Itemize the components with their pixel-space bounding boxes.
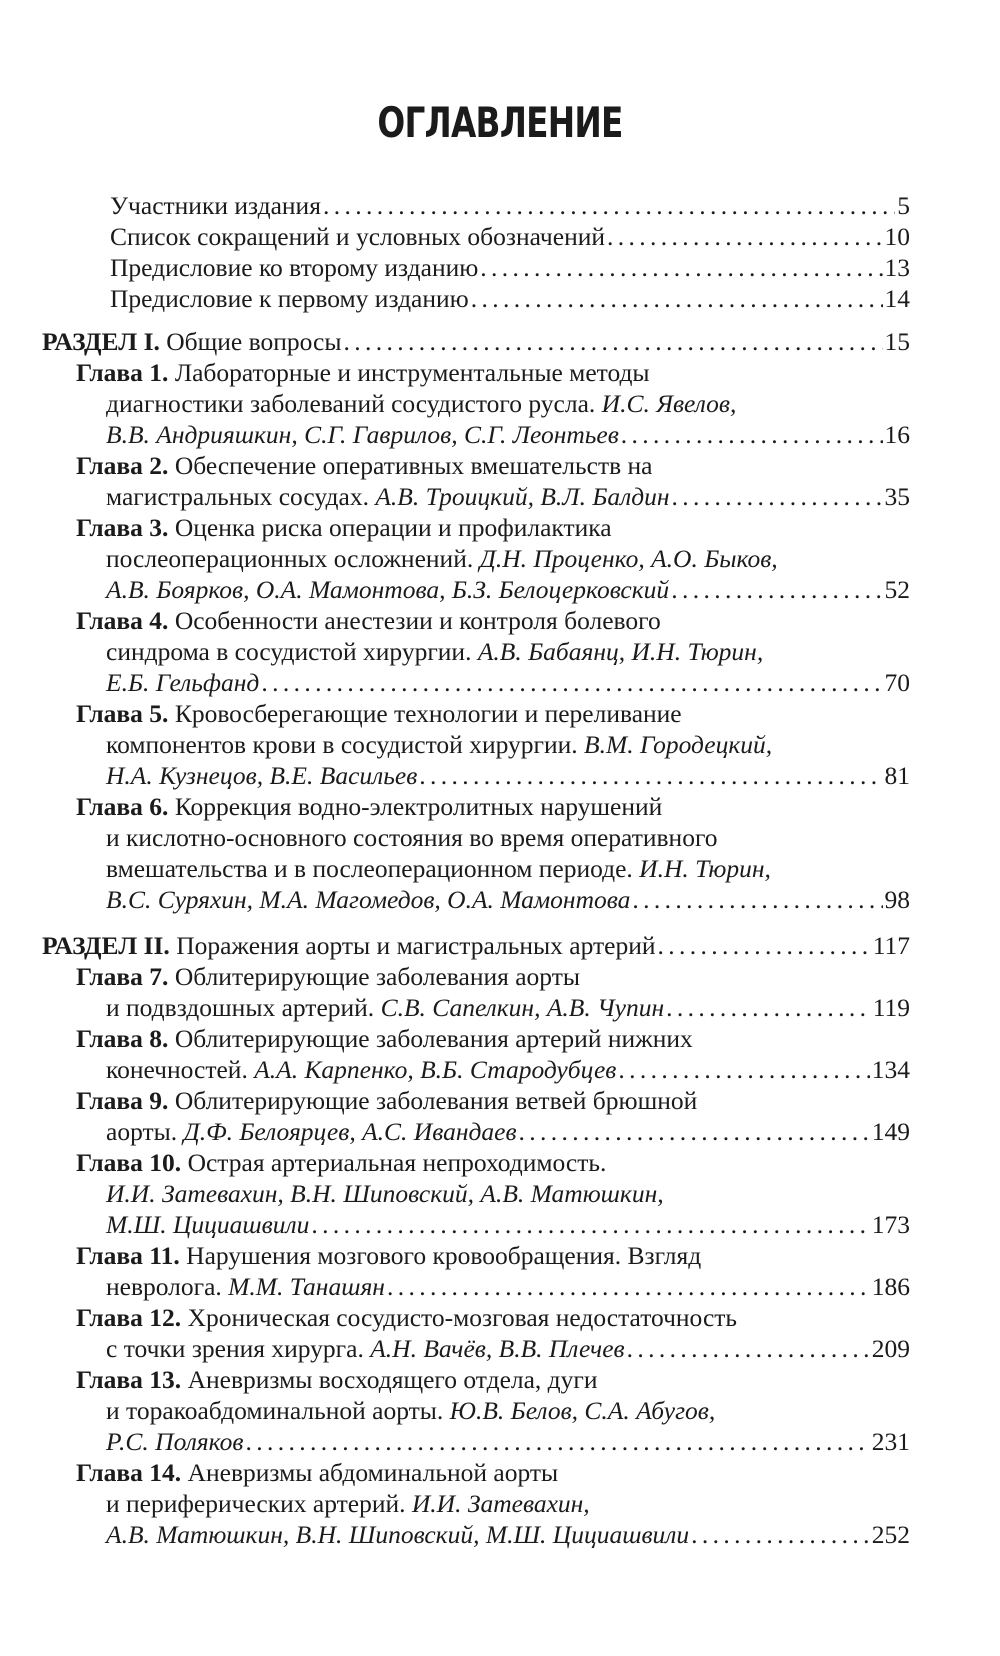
chapter-title: и кислотно-основного состояния во время оперативного [106,823,718,852]
page-number: 98 [884,885,910,914]
chapter-title: Облитерирующие заболевания ветвей брюшной [174,1086,698,1115]
chapter-title: Обеспечение оперативных вмешательств на [174,451,653,480]
chapter-text [106,543,778,574]
chapter-title: Острая артериальная непроходимость. [187,1148,607,1177]
chapter-line [76,1209,910,1240]
chapter-text [106,636,763,667]
toc-entry [0,283,1000,314]
dot-leader [519,1116,870,1147]
section-label: РАЗДЕЛ I. [42,327,160,356]
chapter-line [76,822,910,853]
chapter-line [76,1395,910,1426]
dot-leader [387,1271,870,1302]
chapter-entry [0,1023,1000,1085]
chapter-authors: Ю.В. Белов, С.А. Абугов, [449,1396,716,1425]
chapter-text [106,1395,715,1426]
chapter-line [76,1333,910,1364]
chapter-text [76,605,661,636]
toc-line [110,221,910,252]
page-number: 15 [884,327,910,356]
dot-leader [311,1209,869,1240]
chapter-line [76,419,910,450]
chapter-text [106,419,619,450]
dot-leader [627,1333,870,1364]
chapter-entry [0,1085,1000,1147]
chapter-line [76,853,910,884]
chapter-label: Глава 14. [76,1458,182,1487]
chapter-text [76,791,662,822]
chapter-text [106,992,664,1023]
chapter-text [106,574,669,605]
chapter-title: Облитерирующие заболевания артерий нижних [174,1024,693,1053]
chapter-text [76,1364,598,1395]
chapter-label: Глава 13. [76,1365,182,1394]
chapter-authors: И.С. Явелов, [601,389,737,418]
section-heading [0,326,1000,357]
chapter-authors: В.С. Суряхин, М.А. Магомедов, О.А. Мамонтова [106,885,631,914]
chapter-line [76,605,910,636]
chapter-line [76,1147,910,1178]
dot-leader [261,667,882,698]
chapter-title: с точки зрения хирурга. [106,1334,371,1363]
chapter-line [76,1178,910,1209]
page-number: 5 [897,191,910,220]
chapter-entry [0,1457,1000,1550]
chapter-title: Хроническая сосудисто-мозговая недостаточность [187,1303,738,1332]
chapter-authors: А.Н. Вачёв, В.В. Плечев [370,1334,625,1363]
table-of-contents [0,190,1000,1550]
page-number: 35 [884,482,910,511]
chapter-line [76,574,910,605]
chapter-text [106,1333,625,1364]
chapter-line [76,884,910,915]
toc-line [110,190,910,221]
chapter-entry [0,1302,1000,1364]
chapter-line [76,357,910,388]
chapter-entry [0,512,1000,605]
chapter-text [106,667,259,698]
chapter-title: послеоперационных осложнений. [106,544,480,573]
chapter-text [106,1488,590,1519]
chapter-title: Аневризмы восходящего отдела, дуги [187,1365,598,1394]
chapter-title: Оценка риска операции и профилактика [174,513,612,542]
chapter-line [76,1426,910,1457]
chapter-line [76,1488,910,1519]
chapter-authors: Р.С. Поляков [106,1427,244,1456]
toc-line [42,930,910,961]
chapter-title: Аневризмы абдоминальной аорты [187,1458,559,1487]
chapter-title: диагностики заболеваний сосудистого русла. [106,389,602,418]
chapter-line [76,698,910,729]
chapter-line [76,481,910,512]
chapter-line [76,1519,910,1550]
chapter-line [76,388,910,419]
chapter-line [76,791,910,822]
page-number: 119 [872,993,910,1022]
chapter-line [76,1085,910,1116]
chapter-authors: А.А. Карпенко, В.Б. Стародубцев [254,1055,617,1084]
chapter-line [76,1116,910,1147]
page-number: 70 [884,668,910,697]
chapter-entry [0,450,1000,512]
chapter-text [106,1116,517,1147]
chapter-text [106,1271,385,1302]
chapter-authors: И.И. Затевахин, В.Н. Шиповский, А.В. Матюшкин, [106,1179,664,1208]
chapter-line [76,636,910,667]
toc-entry [0,221,1000,252]
dot-leader [632,884,882,915]
section-heading [0,930,1000,961]
dot-leader [607,221,882,252]
chapter-title: Облитерирующие заболевания аорты [174,962,580,991]
chapter-text [106,853,771,884]
chapter-title: вмешательства и в послеоперационном периоде. [106,854,640,883]
chapter-text [106,1519,689,1550]
entry-title: Предисловие к первому изданию [110,284,469,313]
chapter-text [76,1147,606,1178]
chapter-authors: И.Н. Тюрин, [639,854,771,883]
chapter-entry [0,791,1000,915]
chapter-text [76,357,650,388]
chapter-text [76,1302,737,1333]
chapter-line [76,1457,910,1488]
chapter-entry [0,961,1000,1023]
chapter-authors: М.Ш. Цициашвили [106,1210,310,1239]
chapter-label: Глава 7. [76,962,169,991]
page-number: 13 [884,253,910,282]
page-number: 231 [871,1427,910,1456]
dot-leader [672,481,883,512]
page-number: 149 [871,1117,910,1146]
chapter-line [76,1302,910,1333]
chapter-text [76,512,612,543]
dot-leader [658,930,871,961]
chapter-line [76,961,910,992]
chapter-authors: В.В. Андрияшкин, С.Г. Гаврилов, С.Г. Леонтьев [106,420,619,449]
chapter-line [76,512,910,543]
chapter-label: Глава 6. [76,792,169,821]
page-number: 14 [884,284,910,313]
chapter-entry [0,1240,1000,1302]
toc-entry [0,190,1000,221]
chapter-title: синдрома в сосудистой хирургии. [106,637,478,666]
chapter-title: невролога. [106,1272,229,1301]
chapter-title: Нарушения мозгового кровообращения. Взгляд [186,1241,702,1270]
chapter-authors: А.В. Боярков, О.А. Мамонтова, Б.З. Белоцерковский [106,575,670,604]
entry-title: Список сокращений и условных обозначений [110,222,606,251]
section-label: РАЗДЕЛ II. [42,931,170,960]
chapter-authors: Д.Ф. Белоярцев, А.С. Ивандаев [183,1117,517,1146]
chapter-line [76,667,910,698]
chapter-label: Глава 5. [76,699,169,728]
chapter-text [106,481,670,512]
chapter-authors: Д.Н. Проценко, А.О. Быков, [479,544,778,573]
chapter-authors: В.М. Городецкий, [584,730,773,759]
chapter-text [106,822,718,853]
dot-leader [323,190,895,221]
page-number: 134 [871,1055,910,1084]
chapter-label: Глава 1. [76,358,169,387]
chapter-text [106,1209,309,1240]
chapter-label: Глава 8. [76,1024,169,1053]
chapter-text [76,1240,701,1271]
chapter-text [106,760,417,791]
chapter-authors: Н.А. Кузнецов, В.Е. Васильев [106,761,418,790]
chapter-line [76,729,910,760]
chapter-entry [0,1364,1000,1457]
page-title: ОГЛАВЛЕНИЕ [377,98,623,147]
chapter-title: и подвздошных артерий. [106,993,381,1022]
dot-leader [666,992,871,1023]
chapter-authors: А.В. Троицкий, В.Л. Балдин [375,482,670,511]
chapter-title: компонентов крови в сосудистой хирургии. [106,730,585,759]
chapter-text [106,388,736,419]
chapter-line [76,543,910,574]
dot-leader [621,419,883,450]
chapter-title: аорты. [106,1117,184,1146]
chapter-label: Глава 3. [76,513,169,542]
section-title [42,930,656,961]
chapter-line [76,1054,910,1085]
chapter-line [76,1271,910,1302]
chapter-title: Особенности анестезии и контроля болевого [174,606,661,635]
chapter-title: Кровосберегающие технологии и переливание [174,699,682,728]
section-name: Поражения аорты и магистральных артерий [176,931,656,960]
entry-title: Участники издания [110,191,321,220]
chapter-label: Глава 10. [76,1148,182,1177]
chapter-line [76,450,910,481]
entry-title: Предисловие ко второму изданию [110,253,479,282]
dot-leader [618,1054,869,1085]
chapter-text [106,1054,616,1085]
page-number: 117 [872,931,910,960]
chapter-label: Глава 12. [76,1303,182,1332]
chapter-entry [0,698,1000,791]
chapter-title: магистральных сосудах. [106,482,376,511]
page-number: 252 [871,1520,910,1549]
dot-leader [691,1519,870,1550]
page-number: 81 [884,761,910,790]
chapter-authors: С.В. Сапелкин, А.В. Чупин [380,993,665,1022]
page-number: 186 [871,1272,910,1301]
chapter-authors: А.В. Матюшкин, В.Н. Шиповский, М.Ш. Цициашвили [106,1520,690,1549]
page-number: 209 [871,1334,910,1363]
chapter-text [76,450,652,481]
chapter-text [106,1178,664,1209]
chapter-authors: Е.Б. Гельфанд [106,668,260,697]
dot-leader [419,760,882,791]
chapter-title: Коррекция водно-электролитных нарушений [174,792,663,821]
chapter-entry [0,605,1000,698]
toc-line [42,326,910,357]
dot-leader [480,252,882,283]
chapter-label: Глава 11. [76,1241,180,1270]
chapter-title: и торакоабдоминальной аорты. [106,1396,450,1425]
chapter-line [76,1023,910,1054]
chapter-title: и периферических артерий. [106,1489,412,1518]
chapter-text [76,961,580,992]
page-number: 173 [871,1210,910,1239]
chapter-text [76,1085,697,1116]
chapter-entry [0,1147,1000,1240]
page-number: 16 [884,420,910,449]
chapter-text [76,1023,693,1054]
dot-leader [671,574,882,605]
chapter-text [76,698,682,729]
chapter-line [76,1364,910,1395]
chapter-entry [0,357,1000,450]
chapter-title: Лабораторные и инструментальные методы [174,358,650,387]
chapter-authors: И.И. Затевахин, [411,1489,590,1518]
chapter-line [76,760,910,791]
section-title [42,326,341,357]
chapter-label: Глава 4. [76,606,169,635]
chapter-line [76,1240,910,1271]
dot-leader [343,326,882,357]
section-name: Общие вопросы [166,327,342,356]
chapter-text [76,1457,558,1488]
chapter-authors: М.М. Танашян [228,1272,385,1301]
chapter-text [106,1426,243,1457]
toc-entry [0,252,1000,283]
toc-line [110,252,910,283]
dot-leader [245,1426,869,1457]
toc-line [110,283,910,314]
chapter-line [76,992,910,1023]
chapter-title: конечностей. [106,1055,255,1084]
chapter-label: Глава 9. [76,1086,169,1115]
chapter-text [106,884,630,915]
chapter-authors: А.В. Бабаянц, И.Н. Тюрин, [477,637,764,666]
chapter-text [106,729,772,760]
page-number: 10 [884,222,910,251]
dot-leader [471,283,883,314]
chapter-label: Глава 2. [76,451,169,480]
page-number: 52 [884,575,910,604]
